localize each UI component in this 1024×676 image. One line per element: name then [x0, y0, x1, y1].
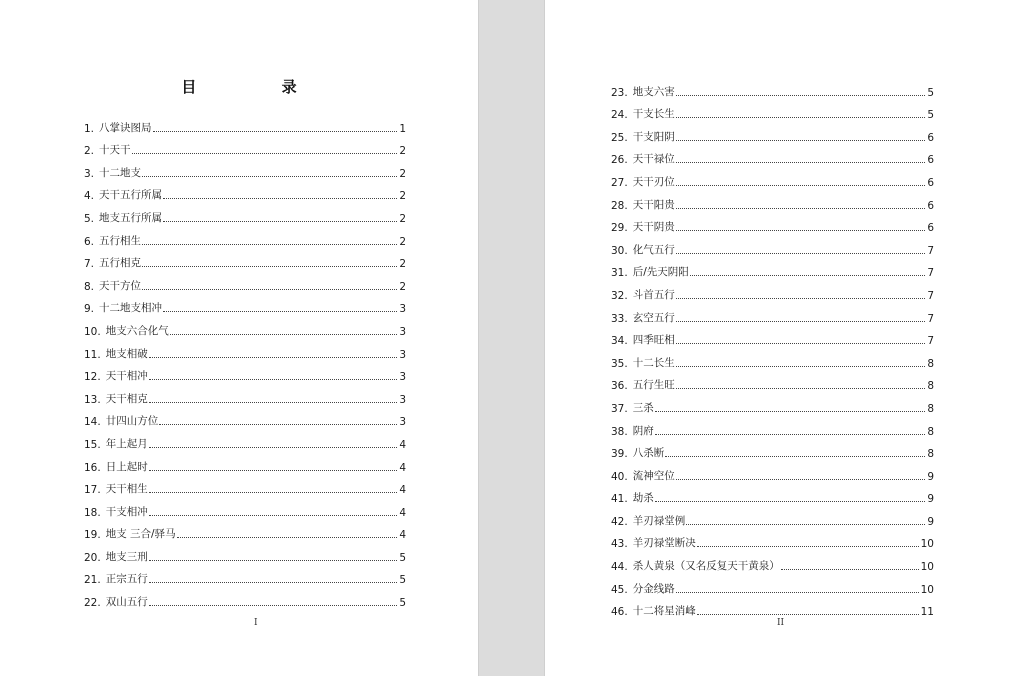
toc-entry-number: 14.: [84, 416, 101, 429]
toc-dot-leader: [655, 433, 926, 435]
toc-entry[interactable]: [84, 270, 406, 293]
toc-entry-title: 天干五行所属: [99, 189, 163, 202]
toc-dot-leader: [676, 252, 926, 254]
toc-dot-leader: [153, 130, 398, 132]
toc-entry-number: 25.: [611, 131, 628, 144]
toc-entry-number: 26.: [611, 154, 628, 167]
toc-entry-page: 6: [927, 176, 934, 189]
toc-entry[interactable]: [611, 528, 934, 551]
toc-entry-page: 2: [399, 235, 406, 248]
toc-entry-page: 4: [399, 438, 406, 451]
toc-entry-title: 年上起月: [105, 437, 148, 450]
toc-dot-leader: [676, 184, 926, 186]
toc-entry-page: 9: [927, 493, 934, 506]
toc-entry-number: 3.: [84, 167, 95, 180]
toc-dot-leader: [149, 446, 398, 448]
toc-entry-page: 5: [927, 109, 934, 122]
toc-entry[interactable]: [84, 315, 406, 338]
toc-entry-number: 1.: [84, 122, 95, 135]
toc-entry-title: 杀人黄泉（又名反复天干黄泉）: [632, 560, 780, 573]
toc-entry-title: 天干相克: [105, 392, 148, 405]
toc-dot-leader: [149, 469, 398, 471]
toc-entry-number: 40.: [611, 470, 628, 483]
toc-entry-page: 5: [399, 597, 406, 610]
toc-entry-page: 10: [920, 538, 934, 551]
toc-entry-page: 2: [399, 212, 406, 225]
toc-dot-leader: [676, 478, 926, 480]
toc-dot-leader: [132, 152, 398, 154]
toc-dot-leader: [159, 423, 397, 425]
toc-entry[interactable]: [84, 293, 406, 316]
toc-entry-title: 天干阳贵: [632, 198, 675, 211]
toc-entry-page: 8: [927, 357, 934, 370]
toc-entry-title: 正宗五行: [105, 573, 148, 586]
toc-dot-leader: [149, 491, 398, 493]
toc-entry[interactable]: [84, 248, 406, 271]
toc-entry[interactable]: [84, 361, 406, 384]
toc-dot-leader: [163, 310, 397, 312]
toc-entry-number: 28.: [611, 199, 628, 212]
toc-entry-number: 31.: [611, 267, 628, 280]
toc-dot-leader: [697, 545, 919, 547]
toc-entry[interactable]: [611, 121, 934, 144]
toc-entry-page: 10: [920, 583, 934, 596]
toc-entry-number: 20.: [84, 551, 101, 564]
toc-entry-number: 42.: [611, 515, 628, 528]
toc-entry-title: 后/先天阴阳: [632, 266, 689, 279]
toc-entry-title: 流神空位: [632, 469, 675, 482]
toc-entry[interactable]: [84, 474, 406, 497]
toc-entry[interactable]: [611, 76, 934, 99]
toc-entry-page: 7: [927, 267, 934, 280]
toc-entry-title: 四季旺相: [632, 334, 675, 347]
toc-entry-number: 35.: [611, 357, 628, 370]
toc-entry-page: 2: [399, 280, 406, 293]
toc-entry[interactable]: [84, 135, 406, 158]
toc-entry-title: 地支 三合/驿马: [105, 528, 176, 541]
toc-entry[interactable]: [611, 596, 934, 619]
toc-entry-number: 43.: [611, 538, 628, 551]
toc-entry[interactable]: [84, 428, 406, 451]
toc-entry-title: 天干禄位: [632, 153, 675, 166]
toc-dot-leader: [142, 175, 397, 177]
toc-entry-number: 36.: [611, 380, 628, 393]
toc-entry[interactable]: [611, 302, 934, 325]
toc-entry-page: 8: [927, 448, 934, 461]
toc-entry-title: 羊刃禄堂例: [632, 514, 686, 527]
toc-entry-page: 6: [927, 131, 934, 144]
toc-entry[interactable]: [84, 338, 406, 361]
toc-list-left: [84, 112, 406, 609]
toc-dot-leader: [676, 365, 926, 367]
toc-entry-title: 八掌诀图局: [99, 121, 152, 134]
toc-entry-number: 41.: [611, 493, 628, 506]
toc-dot-leader: [149, 514, 398, 516]
toc-dot-leader: [149, 401, 398, 403]
toc-entry-title: 干支相冲: [105, 505, 148, 518]
toc-dot-leader: [149, 581, 398, 583]
toc-entry-title: 天干方位: [99, 279, 142, 292]
toc-entry-title: 地支三刑: [105, 550, 148, 563]
toc-entry-title: 十二地支相冲: [99, 302, 163, 315]
toc-dot-leader: [690, 274, 926, 276]
toc-entry-number: 5.: [84, 212, 95, 225]
toc-entry-title: 分金线路: [632, 582, 675, 595]
toc-entry[interactable]: [84, 112, 406, 135]
toc-entry-page: 3: [399, 371, 406, 384]
toc-entry-number: 30.: [611, 244, 628, 257]
toc-entry[interactable]: [611, 438, 934, 461]
toc-entry-number: 12.: [84, 371, 101, 384]
toc-entry-number: 45.: [611, 583, 628, 596]
toc-entry-number: 10.: [84, 325, 101, 338]
toc-entry-page: 3: [399, 303, 406, 316]
toc-dot-leader: [149, 604, 398, 606]
toc-entry[interactable]: [611, 460, 934, 483]
toc-entry-title: 十天干: [99, 144, 131, 157]
toc-entry[interactable]: [611, 189, 934, 212]
toc-entry-title: 地支相破: [105, 347, 148, 360]
toc-dot-leader: [655, 500, 926, 502]
toc-entry[interactable]: [611, 505, 934, 528]
toc-dot-leader: [142, 265, 397, 267]
toc-entry-page: 8: [927, 402, 934, 415]
toc-entry-page: 6: [927, 154, 934, 167]
toc-entry-title: 天干相冲: [105, 370, 148, 383]
toc-dot-leader: [697, 613, 919, 615]
toc-entry[interactable]: [611, 325, 934, 348]
toc-entry-title: 斗首五行: [632, 288, 675, 301]
toc-entry[interactable]: [84, 406, 406, 429]
toc-entry-title: 五行相克: [99, 257, 142, 270]
toc-dot-leader: [676, 342, 926, 344]
toc-entry-number: 34.: [611, 335, 628, 348]
toc-dot-leader: [676, 139, 926, 141]
toc-entry-title: 地支六合化气: [105, 324, 169, 337]
toc-entry[interactable]: [611, 550, 934, 573]
toc-entry[interactable]: [611, 370, 934, 393]
toc-entry[interactable]: [611, 279, 934, 302]
toc-entry-number: 46.: [611, 606, 628, 619]
toc-entry-title: 三杀: [632, 401, 654, 414]
toc-entry-number: 39.: [611, 448, 628, 461]
page-number-footer-left: I: [254, 618, 258, 628]
toc-dot-leader: [781, 568, 919, 570]
toc-entry-page: 9: [927, 470, 934, 483]
toc-dot-leader: [676, 320, 926, 322]
toc-entry-number: 19.: [84, 529, 101, 542]
toc-entry[interactable]: [611, 99, 934, 122]
toc-entry-number: 21.: [84, 574, 101, 587]
toc-dot-leader: [177, 536, 398, 538]
toc-title: 目 录: [181, 78, 337, 96]
toc-dot-leader: [142, 243, 397, 245]
toc-entry-page: 3: [399, 416, 406, 429]
toc-list-right: [611, 76, 934, 618]
toc-entry[interactable]: [611, 166, 934, 189]
toc-dot-leader: [676, 207, 926, 209]
page-number-footer-right: II: [777, 618, 785, 628]
toc-entry-number: 16.: [84, 461, 101, 474]
toc-entry-page: 4: [399, 484, 406, 497]
toc-entry[interactable]: [84, 519, 406, 542]
toc-dot-leader: [655, 410, 926, 412]
toc-entry-title: 十二地支: [99, 166, 142, 179]
toc-entry-page: 10: [920, 561, 934, 574]
toc-dot-leader: [142, 288, 397, 290]
toc-entry-number: 27.: [611, 176, 628, 189]
toc-entry-page: 6: [927, 199, 934, 212]
toc-entry-number: 38.: [611, 425, 628, 438]
toc-entry-title: 五行相生: [99, 234, 142, 247]
toc-entry-number: 9.: [84, 303, 95, 316]
toc-dot-leader: [665, 455, 925, 457]
toc-entry[interactable]: [84, 225, 406, 248]
toc-entry[interactable]: [84, 383, 406, 406]
toc-entry-page: 6: [927, 222, 934, 235]
toc-entry-title: 阴府: [632, 424, 654, 437]
toc-entry-page: 8: [927, 425, 934, 438]
toc-entry-page: 3: [399, 393, 406, 406]
toc-entry-page: 4: [399, 461, 406, 474]
toc-dot-leader: [676, 591, 919, 593]
toc-dot-leader: [163, 197, 397, 199]
toc-entry[interactable]: [611, 144, 934, 167]
toc-entry-title: 化气五行: [632, 243, 675, 256]
toc-dot-leader: [163, 220, 397, 222]
toc-entry-number: 4.: [84, 190, 95, 203]
toc-entry-title: 双山五行: [105, 596, 148, 609]
toc-dot-leader: [149, 378, 398, 380]
toc-entry-page: 5: [399, 574, 406, 587]
toc-entry-title: 玄空五行: [632, 311, 675, 324]
toc-entry-page: 5: [927, 86, 934, 99]
toc-dot-leader: [676, 297, 926, 299]
toc-entry[interactable]: [611, 257, 934, 280]
toc-entry-title: 地支五行所属: [99, 211, 163, 224]
toc-entry[interactable]: [84, 202, 406, 225]
toc-dot-leader: [686, 523, 925, 525]
toc-dot-leader: [170, 333, 398, 335]
toc-dot-leader: [149, 356, 398, 358]
toc-entry-number: 11.: [84, 348, 101, 361]
toc-entry-page: 7: [927, 312, 934, 325]
toc-entry-title: 八杀断: [632, 447, 665, 460]
toc-entry-title: 天干阴贵: [632, 221, 675, 234]
toc-page-left: [0, 0, 478, 676]
toc-entry[interactable]: [84, 157, 406, 180]
toc-entry-page: 4: [399, 529, 406, 542]
toc-entry-number: 33.: [611, 312, 628, 325]
toc-dot-leader: [676, 116, 926, 118]
toc-entry-number: 44.: [611, 561, 628, 574]
toc-entry[interactable]: [611, 234, 934, 257]
toc-dot-leader: [149, 559, 398, 561]
toc-entry[interactable]: [611, 573, 934, 596]
toc-entry-title: 天干相生: [105, 483, 148, 496]
page-gutter: [478, 0, 545, 676]
toc-entry[interactable]: [611, 415, 934, 438]
toc-entry-page: 2: [399, 167, 406, 180]
toc-entry-number: 17.: [84, 484, 101, 497]
toc-entry-page: 7: [927, 335, 934, 348]
toc-entry-number: 13.: [84, 393, 101, 406]
toc-entry-page: 2: [399, 258, 406, 271]
toc-entry-number: 8.: [84, 280, 95, 293]
toc-entry-number: 32.: [611, 289, 628, 302]
toc-entry-title: 羊刃禄堂断决: [632, 537, 696, 550]
toc-entry[interactable]: [84, 564, 406, 587]
toc-dot-leader: [676, 387, 926, 389]
toc-entry-title: 日上起时: [105, 460, 148, 473]
toc-entry-page: 2: [399, 190, 406, 203]
toc-entry-page: 5: [399, 551, 406, 564]
toc-entry-page: 11: [920, 606, 934, 619]
toc-entry-title: 十二将星消峰: [632, 605, 696, 618]
toc-entry-page: 3: [399, 348, 406, 361]
toc-entry[interactable]: [84, 180, 406, 203]
toc-entry-title: 天干刃位: [632, 175, 675, 188]
toc-entry-page: 7: [927, 289, 934, 302]
toc-entry[interactable]: [84, 496, 406, 519]
toc-entry[interactable]: [84, 586, 406, 609]
toc-entry[interactable]: [84, 451, 406, 474]
toc-entry-page: 2: [399, 145, 406, 158]
toc-entry-page: 1: [399, 122, 406, 135]
toc-entry-title: 五行生旺: [632, 379, 675, 392]
toc-entry-number: 24.: [611, 109, 628, 122]
toc-entry-title: 劫杀: [632, 492, 654, 505]
toc-entry[interactable]: [611, 483, 934, 506]
toc-dot-leader: [676, 161, 926, 163]
toc-entry[interactable]: [611, 392, 934, 415]
toc-entry-number: 23.: [611, 86, 628, 99]
toc-entry-title: 廿四山方位: [105, 415, 159, 428]
toc-entry-title: 地支六害: [632, 85, 675, 98]
toc-entry-number: 18.: [84, 506, 101, 519]
toc-entry-page: 8: [927, 380, 934, 393]
toc-entry-number: 29.: [611, 222, 628, 235]
toc-entry-page: 7: [927, 244, 934, 257]
toc-entry-page: 9: [927, 515, 934, 528]
toc-entry-number: 7.: [84, 258, 95, 271]
toc-entry-title: 十二长生: [632, 356, 675, 369]
toc-entry-number: 22.: [84, 597, 101, 610]
toc-entry[interactable]: [611, 212, 934, 235]
toc-entry-title: 干支长生: [632, 108, 675, 121]
toc-entry-title: 干支阳阴: [632, 130, 675, 143]
toc-entry-number: 15.: [84, 438, 101, 451]
toc-entry-number: 2.: [84, 145, 95, 158]
toc-entry[interactable]: [611, 347, 934, 370]
toc-entry-page: 4: [399, 506, 406, 519]
toc-dot-leader: [676, 229, 926, 231]
toc-dot-leader: [676, 94, 926, 96]
toc-entry-number: 37.: [611, 402, 628, 415]
toc-entry[interactable]: [84, 541, 406, 564]
toc-entry-page: 3: [399, 325, 406, 338]
toc-entry-number: 6.: [84, 235, 95, 248]
